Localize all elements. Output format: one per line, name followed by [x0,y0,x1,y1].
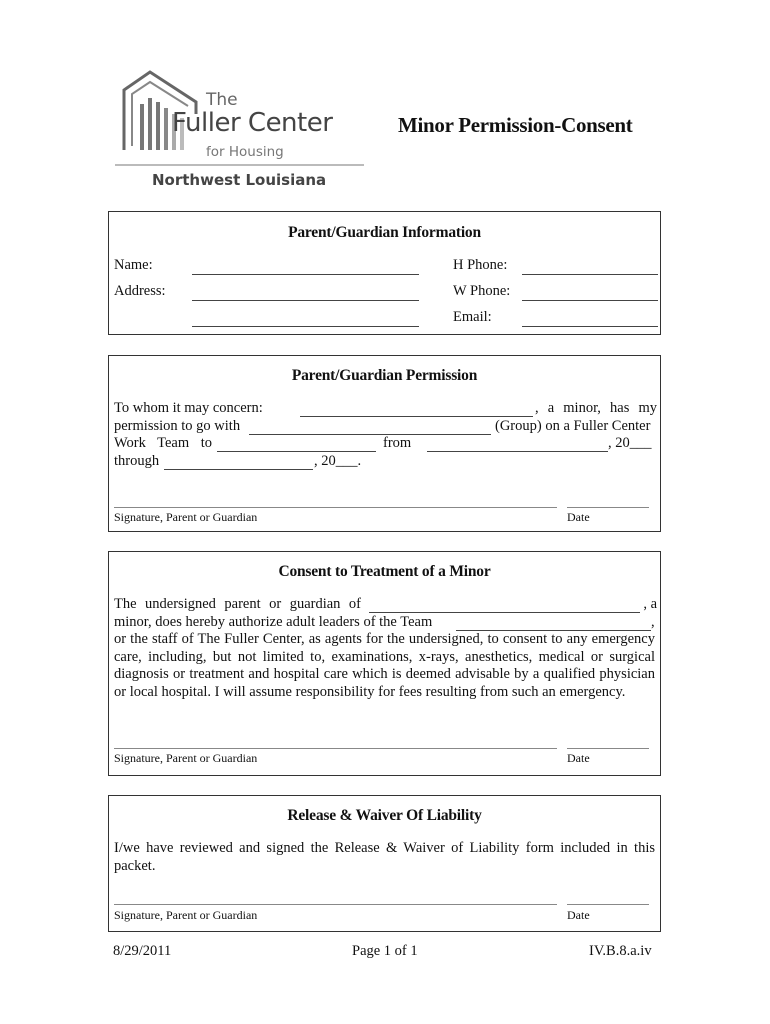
logo-text-region: Northwest Louisiana [152,171,327,189]
consent-text: The undersigned parent or guardian of [114,596,361,612]
signature-label: Signature, Parent or Guardian [114,751,258,765]
date-field[interactable] [567,904,649,905]
address-label: Address: [114,283,166,299]
section-title: Parent/Guardian Information [288,224,481,241]
waiver-paragraph: I/we have reviewed and signed the Release & Waiver of Liability form included in this packet. [114,840,655,874]
permission-text: permission to go with [114,418,241,434]
document-title: Minor Permission-Consent [398,113,633,137]
home-phone-label: H Phone: [453,257,508,273]
date-field[interactable] [567,748,649,749]
permission-text: , 20___. [314,453,362,469]
footer-document-code: IV.B.8.a.iv [589,943,652,959]
logo-text-for-housing: for Housing [206,144,284,160]
fuller-center-logo [110,68,370,198]
work-phone-label: W Phone: [453,283,511,299]
consent-paragraph: or the staff of The Fuller Center, as agents for the undersigned, to consent to any emergency care, including, but not limited to, examinations, x-rays, anesthetics, medical or surgical diagnosis or treatment and hospital care which is deemed advisable by a qualified physician or local hospital. I will assume responsibility for fees resulting from such an emergency. [114,631,655,700]
minor-name-field[interactable] [369,612,640,613]
permission-text: through [114,453,160,469]
permission-text: (Group) on a Fuller Center [495,418,651,434]
permission-text: from [383,435,412,451]
name-label: Name: [114,257,153,273]
section-title: Parent/Guardian Permission [291,367,478,384]
end-date-field[interactable] [164,469,313,470]
name-field[interactable] [192,274,419,275]
permission-text: , 20___ [608,435,652,451]
work-phone-field[interactable] [522,300,658,301]
group-field[interactable] [249,434,491,435]
logo-text-the: The [206,90,238,110]
consent-text: , [651,614,655,630]
signature-field[interactable] [114,904,557,905]
start-date-field[interactable] [427,451,608,452]
email-label: Email: [453,309,492,325]
signature-field[interactable] [114,748,557,749]
logo-text-fuller-center: Fuller Center [172,108,333,138]
signature-field[interactable] [114,507,557,508]
section-title: Release & Waiver Of Liability [287,807,482,824]
date-label: Date [567,908,590,922]
email-field[interactable] [522,326,658,327]
signature-label: Signature, Parent or Guardian [114,510,258,524]
minor-name-field[interactable] [300,416,533,417]
parent-guardian-permission-section [108,355,661,532]
release-waiver-section [108,795,661,932]
permission-text: To whom it may concern: [114,400,263,416]
permission-text: , a minor, has my [535,400,657,416]
date-label: Date [567,510,590,524]
consent-to-treatment-section [108,551,661,776]
location-field[interactable] [217,451,376,452]
home-phone-field[interactable] [522,274,658,275]
section-title: Consent to Treatment of a Minor [278,563,491,580]
parent-guardian-information-section [108,211,661,335]
consent-text: minor, does hereby authorize adult leaders of the Team [114,614,433,630]
date-label: Date [567,751,590,765]
date-field[interactable] [567,507,649,508]
address-field-line2[interactable] [192,326,419,327]
address-field-line1[interactable] [192,300,419,301]
permission-text: Work Team to [114,435,212,451]
signature-label: Signature, Parent or Guardian [114,908,258,922]
consent-text: , a [643,596,657,612]
footer-page-number: Page 1 of 1 [352,943,418,959]
footer-date: 8/29/2011 [113,943,172,959]
